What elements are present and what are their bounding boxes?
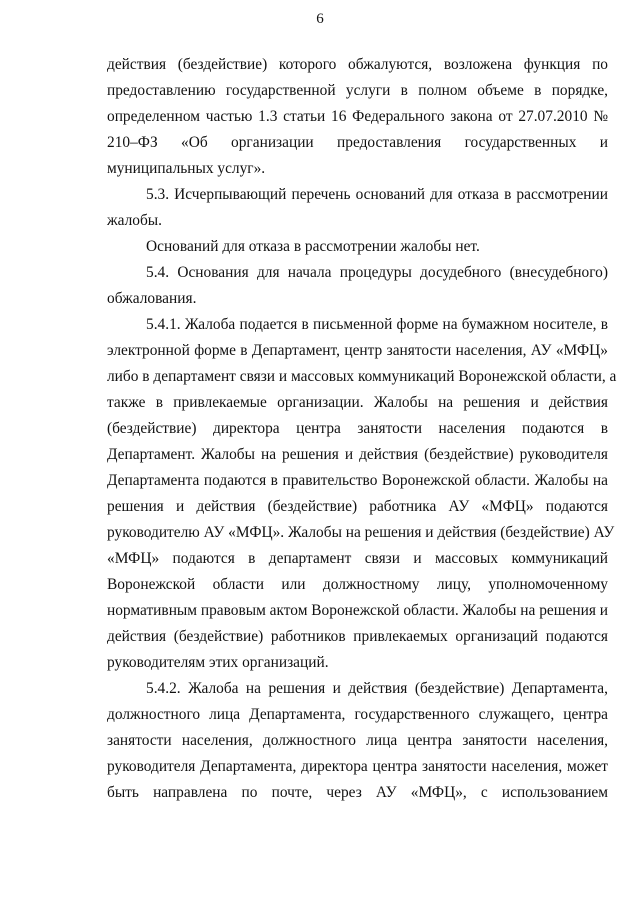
text-line: действия (бездействие) которого обжалуются, возложена функция по [107, 56, 608, 73]
text-line: быть направлена по почте, через АУ «МФЦ», с использованием [107, 784, 608, 801]
text-line: 5.4.1. Жалоба подается в письменной форме на бумажном носителе, в [146, 316, 608, 333]
text-line: занятости населения, должностного лица центра занятости населения, [107, 732, 608, 749]
text-line: руководителям этих организаций. [107, 654, 329, 671]
text-line: должностного лица Департамента, государственного служащего, центра [107, 706, 608, 723]
text-line: 5.4.2. Жалоба на решения и действия (бездействие) Департамента, [146, 680, 608, 697]
text-line: Воронежской области или должностному лицу, уполномоченному [107, 576, 608, 593]
text-line: нормативным правовым актом Воронежской области. Жалобы на решения и [107, 602, 609, 619]
text-line: «МФЦ» подаются в департамент связи и массовых коммуникаций [107, 550, 608, 567]
text-line: обжалования. [107, 290, 197, 307]
text-line: определенном частью 1.3 статьи 16 Федерального закона от 27.07.2010 № [107, 108, 608, 125]
text-line: Оснований для отказа в рассмотрении жалобы нет. [146, 238, 480, 255]
text-line: руководителя Департамента, директора центра занятости населения, может [107, 758, 608, 775]
text-line: 5.4. Основания для начала процедуры досудебного (внесудебного) [146, 264, 608, 281]
text-line: муниципальных услуг». [107, 160, 266, 177]
page-number: 6 [316, 11, 324, 27]
text-line: 210–ФЗ «Об организации предоставления государственных и [107, 134, 608, 151]
text-line: (бездействие) директора центра занятости населения подаются в [107, 420, 608, 437]
text-line: либо в департамент связи и массовых коммуникаций Воронежской области, а [107, 368, 617, 385]
text-line: Департамента подаются в правительство Воронежской области. Жалобы на [107, 472, 608, 489]
text-line: Департамент. Жалобы на решения и действия (бездействие) руководителя [107, 446, 608, 463]
text-line: руководителю АУ «МФЦ». Жалобы на решения и действия (бездействие) АУ [107, 524, 615, 541]
text-line: электронной форме в Департамент, центр занятости населения, АУ «МФЦ» [107, 342, 608, 359]
text-line: жалобы. [107, 212, 162, 229]
text-line: решения и действия (бездействие) работника АУ «МФЦ» подаются [107, 498, 608, 515]
text-line: предоставлению государственной услуги в полном объеме в порядке, [107, 82, 608, 99]
text-line: действия (бездействие) работников привлекаемых организаций подаются [107, 628, 608, 645]
text-line: также в привлекаемые организации. Жалобы на решения и действия [107, 394, 608, 411]
text-line: 5.3. Исчерпывающий перечень оснований для отказа в рассмотрении [146, 186, 608, 203]
